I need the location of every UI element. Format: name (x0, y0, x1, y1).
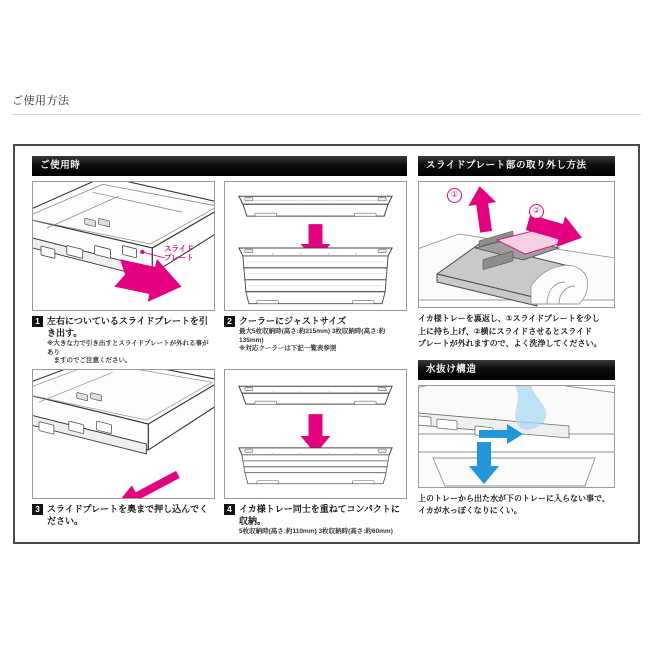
step-3-number: 3 (32, 504, 43, 515)
removal-illustration (418, 181, 615, 308)
removal-panel (418, 156, 615, 532)
step-4-note-1: 5枚収納時(高さ:約110mm) 3枚収納時(高さ:約60mm) (239, 527, 393, 535)
step-grid (32, 181, 407, 536)
drainage-description (418, 488, 615, 518)
page-header (12, 92, 641, 115)
drainage-description-line-2: イカが水っぽくなりにくい。 (418, 506, 522, 515)
water-drain-drawing (419, 386, 614, 487)
step-1-note-2: ますのでご注意ください。 (47, 357, 132, 364)
step-1-caption (32, 311, 215, 366)
step-4-number: 4 (224, 504, 235, 515)
step-1-note-1: ※大きな力で引き出すとスライドプレートが外れる事があり (47, 340, 209, 356)
step-1-number: 1 (32, 316, 43, 327)
step-2-caption (224, 311, 407, 354)
slide-plate-callout-line1: スライド (164, 244, 194, 253)
step-4-title: イカ様トレー同士を重ねてコンパクトに収納。 (239, 503, 400, 526)
instruction-frame (13, 144, 640, 544)
step-3-caption (32, 499, 215, 527)
step-2-note-1: 最大5枚収納時(高さ:約215mm) 3枚収納時(高さ:約135mm) (239, 328, 386, 344)
drainage-panel-header: 水抜け構造 (418, 360, 615, 380)
slide-plate-callout (164, 244, 194, 262)
drainage-section (418, 360, 615, 518)
step-3-illustration (32, 369, 215, 499)
usage-panel (32, 156, 407, 535)
step-1-title: 左右についているスライドプレートを引き出す。 (47, 316, 208, 338)
removal-description (418, 308, 615, 351)
step-4-caption (224, 499, 407, 537)
step-4 (224, 369, 407, 537)
step-4-illustration (224, 369, 407, 499)
drainage-description-line-1: 上のトレーから出た水が下のトレーに入らない事で、 (418, 493, 610, 503)
page-title: ご使用方法 (12, 95, 70, 107)
step-1 (32, 181, 215, 366)
step-2-title: クーラーにジャストサイズ (239, 316, 347, 326)
removal-panel-header: スライドプレート部の取り外し方法 (418, 156, 615, 176)
slide-plate-callout-line2: プレート (164, 253, 194, 262)
marker-1: ① (447, 188, 462, 203)
step-2 (224, 181, 407, 366)
removal-description-line-1: イカ様トレーを裏返し、①スライドプレートを少し (418, 314, 600, 323)
drainage-illustration (418, 385, 615, 488)
step-2-number: 2 (224, 316, 235, 327)
removal-description-line-3: プレートが外れますので、よく洗浄してください。 (418, 339, 602, 348)
step-3-title: スライドプレートを奥まで押し込んでください。 (47, 503, 209, 526)
usage-panel-header: ご使用時 (32, 156, 407, 176)
marker-2: ② (529, 204, 544, 219)
header-divider (12, 114, 641, 115)
tray-pushin-drawing (33, 370, 214, 498)
removal-description-line-2: 上に持ち上げ、②横にスライドさせるとスライド (418, 326, 592, 336)
step-2-illustration (224, 181, 407, 311)
tray-stack-fit-drawing (225, 182, 406, 310)
step-2-note-2: ※対応クーラーは下記一覧表参照 (239, 345, 337, 352)
step-1-illustration (32, 181, 215, 311)
tray-nesting-drawing (225, 370, 406, 498)
step-3 (32, 369, 215, 537)
